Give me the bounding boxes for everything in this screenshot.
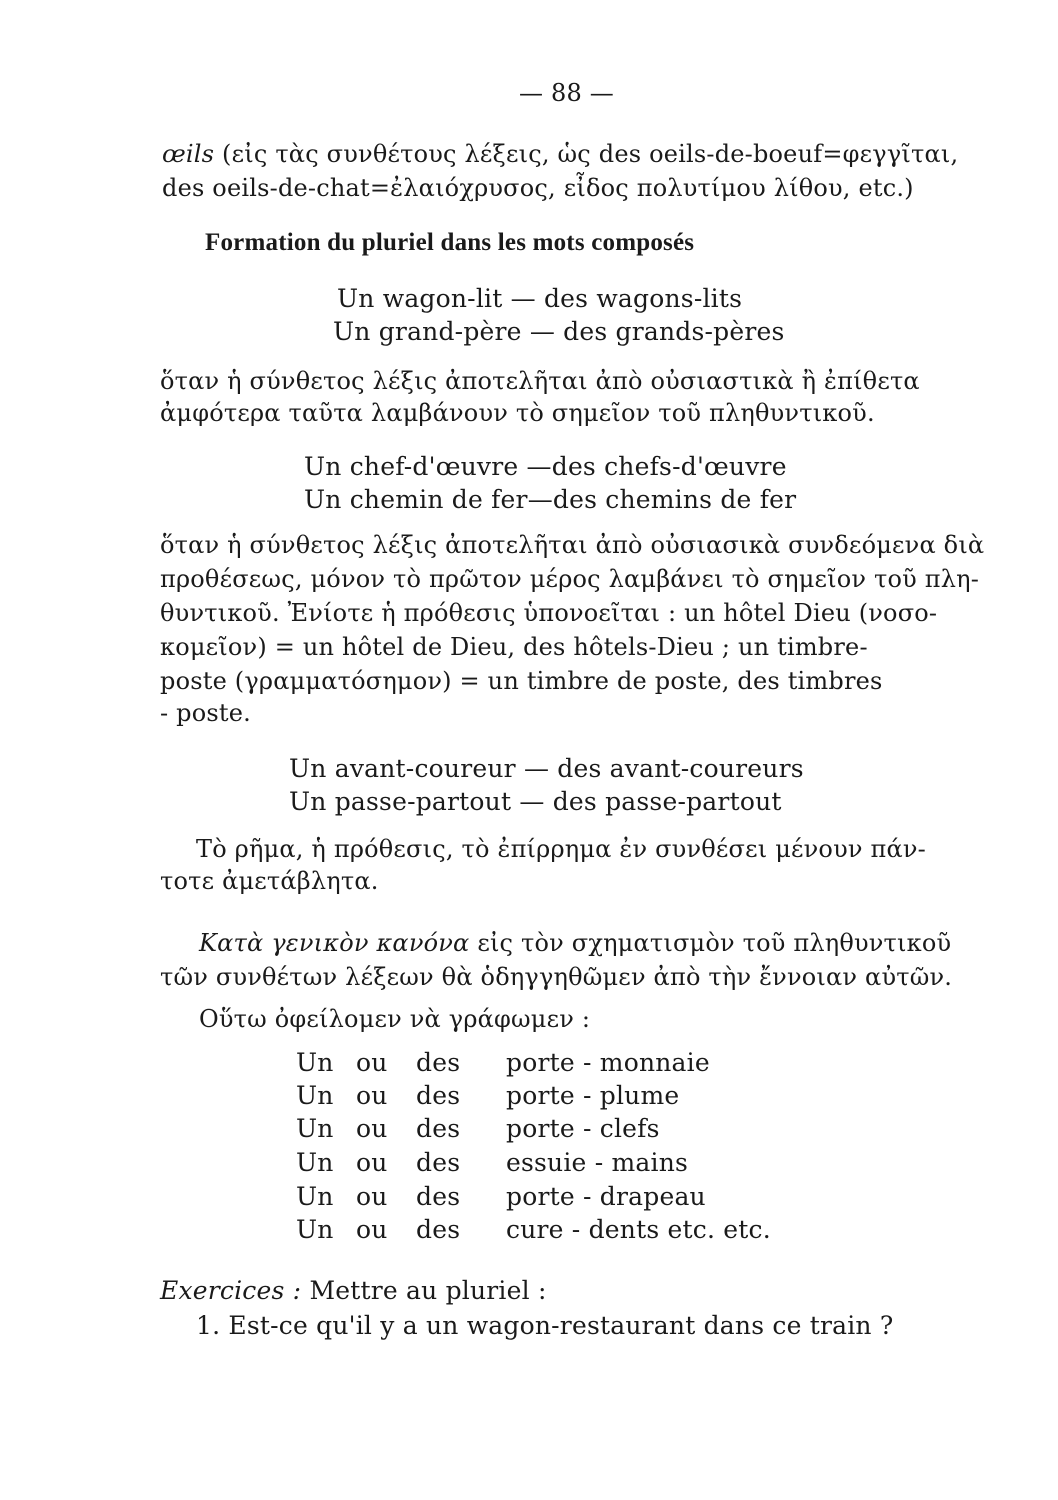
list-un: Un: [296, 1114, 334, 1143]
rule-line: Τὸ ρῆμα, ἡ πρόθεσις, τὸ ἐπίρρημα ἐν συνθέσει μένουν πάν-: [196, 835, 926, 863]
rule-line: poste (γραμματόσημον) = un timbre de poste, des timbres: [160, 667, 883, 695]
rule-line: προθέσεως, μόνον τὸ πρῶτον μέρος λαμβάνει τὸ σημεῖον τοῦ πλη-: [160, 565, 980, 593]
list-un: Un: [296, 1148, 334, 1177]
list-des: des: [416, 1215, 461, 1244]
example-line: Un passe-partout — des passe-partout: [289, 787, 782, 816]
list-un: Un: [296, 1182, 334, 1211]
list-des: des: [416, 1114, 461, 1143]
note-oeils-line-1: [162, 139, 958, 169]
list-ou: ou: [356, 1148, 388, 1177]
general-rule-line-1: [199, 928, 951, 958]
list-des: des: [416, 1048, 461, 1077]
example-line: Un chemin de fer—des chemins de fer: [304, 485, 797, 514]
list-word: essuie - mains: [506, 1148, 689, 1177]
note-oeils-line-2: des oeils-de-chat=ἐλαιόχρυσος, εἶδος πολυτίμου λίθου, etc.): [162, 174, 914, 202]
general-rule-line-1-rest: εἰς τὸν σχηματισμὸν τοῦ πληθυντικοῦ: [477, 929, 952, 957]
ought-line: Οὕτω ὀφείλομεν νὰ γράφωμεν :: [199, 1005, 591, 1033]
general-rule-italic: Κατὰ γενικὸν κανόνα: [199, 929, 470, 957]
general-rule-line-2: τῶν συνθέτων λέξεων θὰ ὁδηγγηθῶμεν ἀπὸ τὴν ἔννοιαν αὐτῶν.: [160, 963, 953, 991]
list-ou: ou: [356, 1081, 388, 1110]
list-word: porte - drapeau: [506, 1182, 706, 1211]
list-item: [296, 1081, 679, 1111]
list-ou: ou: [356, 1215, 388, 1244]
list-item: [296, 1148, 688, 1178]
page-number: — 88 —: [519, 79, 614, 107]
list-ou: ou: [356, 1114, 388, 1143]
list-un: Un: [296, 1215, 334, 1244]
rule-line: τοτε ἀμετάβλητα.: [160, 867, 379, 895]
list-un: Un: [296, 1081, 334, 1110]
list-ou: ou: [356, 1182, 388, 1211]
rule-line: θυντικοῦ. Ἐνίοτε ἡ πρόθεσις ὑπονοεῖται : un hôtel Dieu (νοσο-: [160, 599, 938, 627]
term-oeils: œils: [162, 140, 215, 168]
list-word: porte - plume: [506, 1081, 680, 1110]
rule-line: - poste.: [160, 699, 251, 727]
rule-line: κομεῖον) = un hôtel de Dieu, des hôtels-Dieu ; un timbre-: [160, 633, 868, 661]
example-line: Un wagon-lit — des wagons-lits: [337, 284, 743, 313]
example-line: Un chef-d'œuvre —des chefs-d'œuvre: [304, 452, 787, 481]
list-des: des: [416, 1148, 461, 1177]
list-item: [296, 1182, 706, 1212]
list-item: [296, 1048, 710, 1078]
note-oeils-line-1-rest: (εἰς τὰς συνθέτους λέξεις, ὡς des oeils-de-boeuf=φεγγῖται,: [222, 140, 959, 168]
example-line: Un grand-père — des grands-pères: [333, 317, 785, 346]
list-item: [296, 1114, 660, 1144]
list-des: des: [416, 1081, 461, 1110]
example-line: Un avant-coureur — des avant-coureurs: [289, 754, 804, 783]
rule-line: ὅταν ἡ σύνθετος λέξις ἀποτελῆται ἀπὸ οὐσιασικὰ συνδεόμενα διὰ: [160, 531, 985, 559]
exercices-label: Exercices :: [160, 1276, 302, 1305]
list-word: cure - dents etc. etc.: [506, 1215, 771, 1244]
exercices-instruction: Mettre au pluriel :: [309, 1276, 547, 1305]
list-word: porte - monnaie: [506, 1048, 710, 1077]
exercise-item: 1. Est-ce qu'il y a un wagon-restaurant dans ce train ?: [196, 1311, 894, 1340]
list-ou: ou: [356, 1048, 388, 1077]
rule-line: ἀμφότερα ταῦτα λαμβάνουν τὸ σημεῖον τοῦ πληθυντικοῦ.: [160, 399, 875, 427]
section-heading: Formation du pluriel dans les mots composés: [205, 229, 695, 256]
list-un: Un: [296, 1048, 334, 1077]
rule-line: ὅταν ἡ σύνθετος λέξις ἀποτελῆται ἀπὸ οὐσιαστικὰ ἢ ἐπίθετα: [160, 367, 920, 395]
list-item: [296, 1215, 771, 1245]
list-word: porte - clefs: [506, 1114, 660, 1143]
list-des: des: [416, 1182, 461, 1211]
exercices-line: [160, 1276, 547, 1306]
